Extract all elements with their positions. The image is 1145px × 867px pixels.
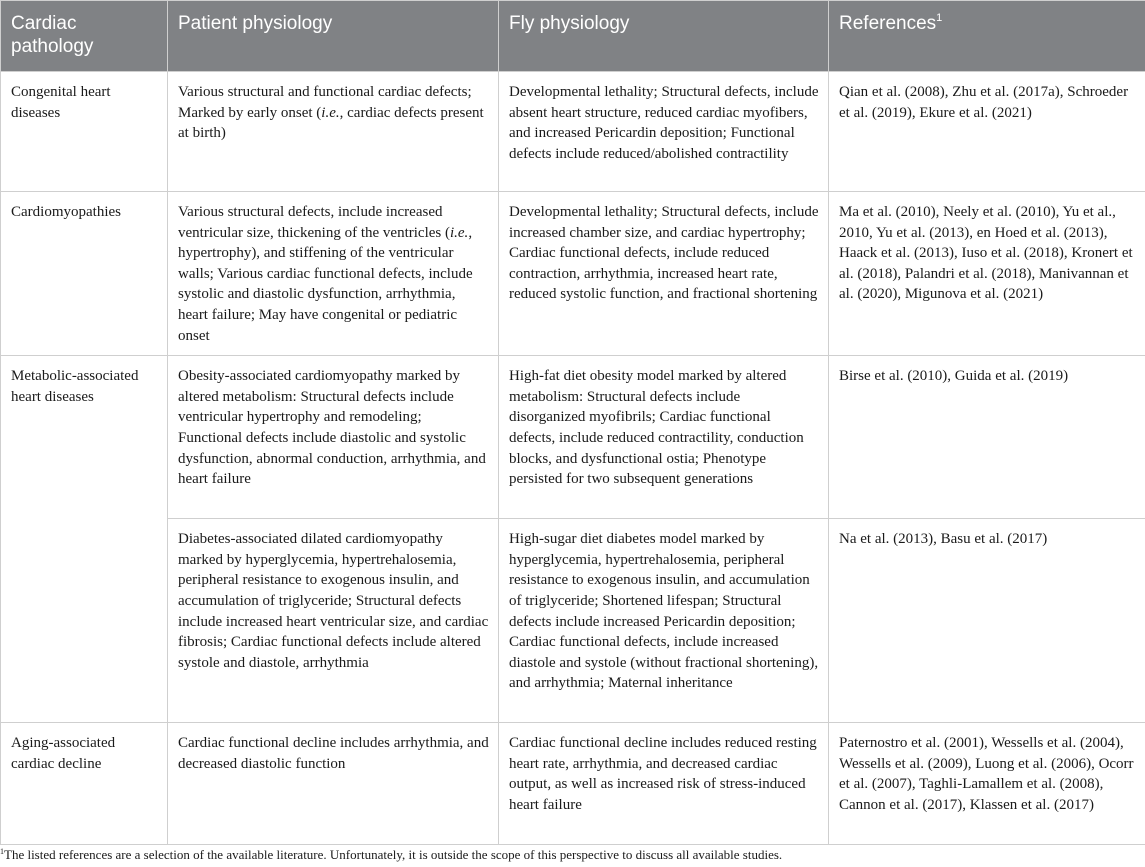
fly-physiology-cell: High-fat diet obesity model marked by altered metabolism: Structural defects include disorganized myofibrils; Cardiac functional defects, include reduced contractility, conduction blocks, and dysfunctional ostia; Phenotype persisted for two subsequent generations [499, 356, 829, 519]
table-row [1, 72, 1145, 192]
patient-text: , cardiac defects present at birth) [178, 104, 484, 142]
patient-text-italic: i.e. [449, 224, 469, 241]
table-row [1, 519, 1145, 723]
pathology-cell: Congenital heart diseases [1, 72, 168, 192]
references-cell: Birse et al. (2010), Guida et al. (2019) [829, 356, 1145, 519]
pathology-cell: Metabolic-associated heart diseases [1, 356, 168, 723]
references-cell: Paternostro et al. (2001), Wessells et al. (2004), Wessells et al. (2009), Luong et al. (2006), Ocorr et al. (2007), Taghli-Lamallem et al. (2008), Cannon et al. (2017), Klassen et al. (2017) [829, 723, 1145, 845]
patient-physiology-cell: Diabetes-associated dilated cardiomyopathy marked by hyperglycemia, hypertrehalosemia, peripheral resistance to exogenous insulin, and accumulation of triglyceride; Structural defects include increased heart ventricular size, and cardiac fibrosis; Cardiac functional defects include altered systole and diastole, arrhythmia [168, 519, 499, 723]
references-cell: Na et al. (2013), Basu et al. (2017) [829, 519, 1145, 723]
table-row [1, 723, 1145, 845]
patient-physiology-cell: Obesity-associated cardiomyopathy marked by altered metabolism: Structural defects include ventricular hypertrophy and remodeling; Functional defects include diastolic and systolic dysfunction, abnormal conduction, arrhythmia, and heart failure [168, 356, 499, 519]
patient-physiology-cell [168, 72, 499, 192]
header-cardiac-pathology: Cardiac pathology [1, 1, 168, 72]
header-references-footnote-mark: 1 [936, 12, 943, 24]
references-cell: Ma et al. (2010), Neely et al. (2010), Yu et al., 2010, Yu et al. (2013), en Hoed et al. (2013), Haack et al. (2013), Iuso et al. (2018), Kronert et al. (2018), Palandri et al. (2018), Manivannan et al. (2020), Migunova et al. (2021) [829, 192, 1145, 356]
fly-physiology-cell: Developmental lethality; Structural defects, include increased chamber size, and cardiac hypertrophy; Cardiac functional defects, include reduced contraction, arrhythmia, increased heart rate, reduced systolic function, and fractional shortening [499, 192, 829, 356]
patient-text: , hypertrophy), and stiffening of the ventricular walls; Various cardiac functional defects, include systolic and diastolic dysfunction, arrhythmia, heart failure; May have congenital or pediatric onset [178, 224, 473, 344]
table-header-row [1, 1, 1145, 72]
patient-text: Various structural defects, include increased ventricular size, thickening of the ventricles ( [178, 204, 450, 241]
references-cell: Qian et al. (2008), Zhu et al. (2017a), Schroeder et al. (2019), Ekure et al. (2021) [829, 72, 1145, 192]
patient-physiology-cell [168, 192, 499, 356]
footnote-text: The listed references are a selection of the available literature. Unfortunately, it is outside the scope of this perspective to discuss all available studies. [4, 847, 783, 862]
patient-physiology-cell: Cardiac functional decline includes arrhythmia, and decreased diastolic function [168, 723, 499, 845]
patient-text-italic: i.e. [321, 104, 340, 121]
table-row [1, 356, 1145, 519]
fly-physiology-cell: Developmental lethality; Structural defects, include absent heart structure, reduced cardiac myofibers, and increased Pericardin deposition; Functional defects include reduced/abolished contractility [499, 72, 829, 192]
header-references-label: References [839, 13, 937, 34]
table-footnote [0, 846, 1145, 864]
header-references [829, 1, 1145, 72]
header-fly-physiology: Fly physiology [499, 1, 829, 72]
table-row [1, 192, 1145, 356]
fly-physiology-cell: Cardiac functional decline includes reduced resting heart rate, arrhythmia, and decreased cardiac output, as well as increased risk of stress-induced heart failure [499, 723, 829, 845]
pathology-cell: Aging-associated cardiac decline [1, 723, 168, 845]
pathology-cell: Cardiomyopathies [1, 192, 168, 356]
header-patient-physiology: Patient physiology [168, 1, 499, 72]
fly-physiology-cell: High-sugar diet diabetes model marked by hyperglycemia, hypertrehalosemia, peripheral resistance to exogenous insulin, and accumulation of triglyceride; Shortened lifespan; Structural defects include increased Pericardin deposition; Cardiac functional defects, include increased diastole and systole (without fractional shortening), and arrhythmia; Maternal inheritance [499, 519, 829, 723]
footnote-mark: 1 [0, 847, 4, 856]
patient-text: Various structural and functional cardiac defects; Marked by early onset ( [178, 84, 472, 121]
